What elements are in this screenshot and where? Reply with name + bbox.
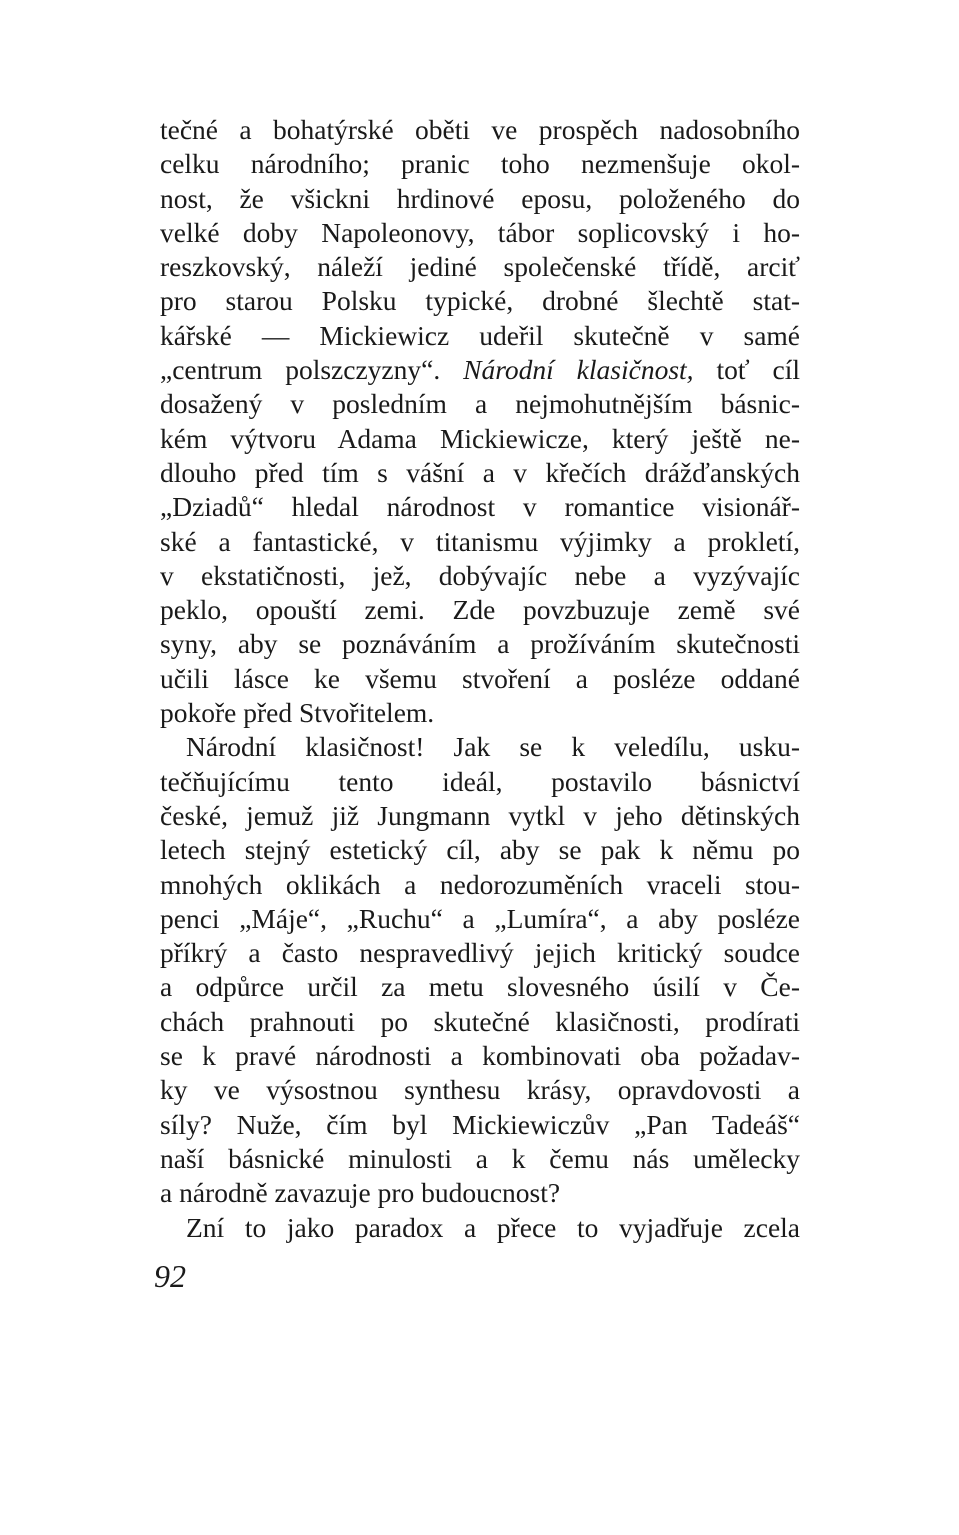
text-line: pro starou Polsku typické, drobné šlechtě stat- [160,285,800,317]
text-line: a národně zavazuje pro budoucnost? [160,1177,561,1209]
text-line: „Dziadů“ hledal národnost v romantice visionář- [160,491,800,523]
text-line: ky ve výsostnou synthesu krásy, opravdovosti a [160,1074,800,1106]
text-segment: toť cíl [693,354,800,386]
text-line: kém výtvoru Adama Mickiewicze, který ještě ne- [160,422,800,454]
text-segment: „centrum polszczyzny“. [160,354,464,386]
text-line: syny, aby se poznáváním a prožíváním skutečnosti [160,628,800,660]
text-line: letech stejný estetický cíl, aby se pak k němu po [160,834,800,866]
body-text [160,113,800,1245]
text-line: učili lásce ke všemu stvoření a posléze oddané [160,662,800,694]
text-line: Národní klasičnost! Jak se k veledílu, usku- [186,731,800,763]
text-line: se k pravé národnosti a kombinovati oba požadav- [160,1040,800,1072]
text-line: Zní to jako paradox a přece to vyjadřuje zcela [186,1211,800,1243]
text-line: tečňujícímu tento ideál, postavilo básnictví [160,765,800,797]
text-line: chách prahnouti po skutečné klasičnosti, prodírati [160,1005,800,1037]
page-number: 92 [154,1258,186,1294]
text-line: ské a fantastické, v titanismu výjimky a prokletí, [160,525,800,557]
text-line: dosažený v posledním a nejmohutnějším básnic- [160,388,800,420]
text-line: kářské — Mickiewicz udeřil skutečně v samé [160,319,800,351]
text-line: dlouho před tím s vášní a v křečích drážďanských [160,456,800,488]
text-line: velké doby Napoleonovy, tábor soplicovský i ho- [160,216,800,248]
italic-phrase: Národní klasičnost, [463,354,694,386]
text-line: v ekstatičnosti, jež, dobývajíc nebe a vyzývajíc [160,559,800,591]
text-line: a odpůrce určil za metu slovesného úsilí v Če- [160,971,800,1003]
text-line: české, jemuž již Jungmann vytkl v jeho dětinských [160,799,800,831]
text-line: tečné a bohatýrské oběti ve prospěch nadosobního [160,114,800,145]
text-line: síly? Nuže, čím byl Mickiewiczův „Pan Tadeáš“ [160,1108,800,1140]
text-line: peklo, opouští zemi. Zde povzbuzuje země své [160,594,800,626]
text-line [160,353,800,387]
text-line: nost, že všickni hrdinové eposu, položeného do [160,182,800,214]
text-line: mnohých oklikách a nedorozuměních vraceli stou- [160,868,800,900]
text-line: příkrý a často nespravedlivý jejich kritický soudce [160,937,800,969]
text-line: reszkovský, náleží jediné společenské třídě, arciť [160,251,800,283]
text-line: celku národního; pranic toho nezmenšuje okol- [160,148,800,180]
text-line: penci „Máje“, „Ruchu“ a „Lumíra“, a aby posléze [160,902,800,934]
text-line: pokoře před Stvořitelem. [160,697,435,729]
text-line: naší básnické minulosti a k čemu nás umělecky [160,1142,800,1174]
